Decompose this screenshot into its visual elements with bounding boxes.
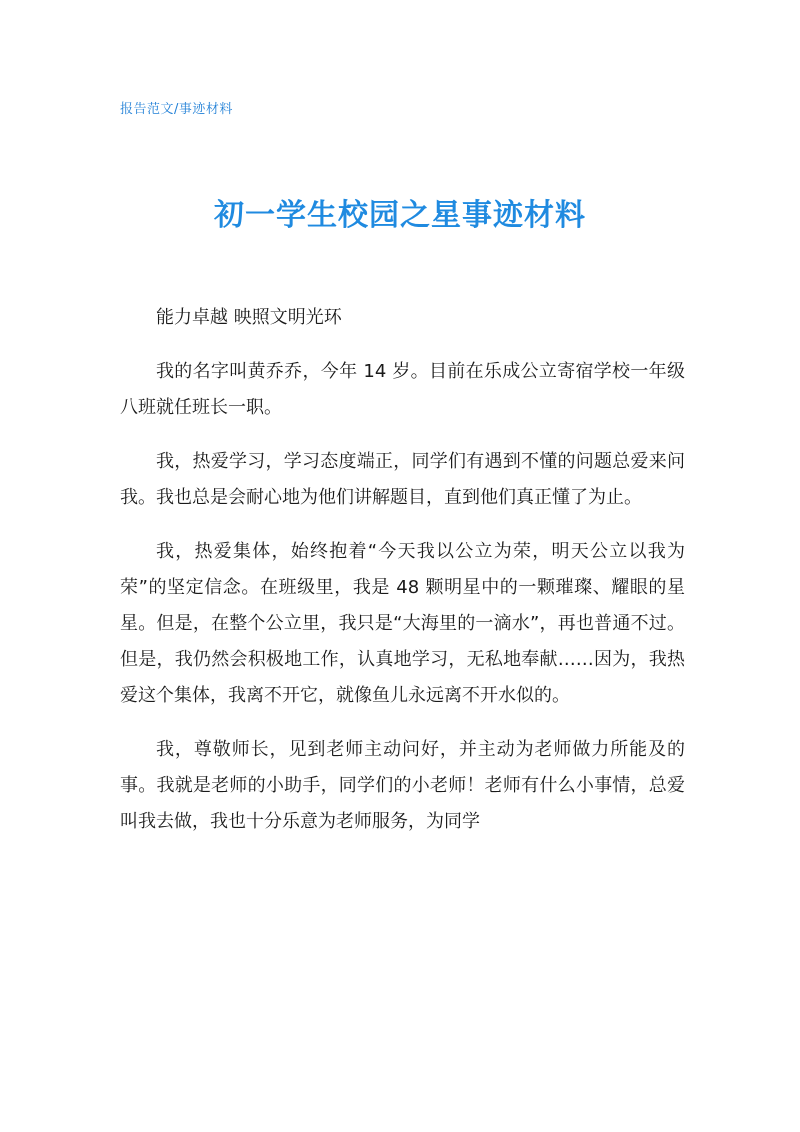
paragraph: 我，热爱学习，学习态度端正，同学们有遇到不懂的问题总爱来问我。我也总是会耐心地为他们讲解题目，直到他们真正懂了为止。	[120, 451, 685, 508]
page-title: 初一学生校园之星事迹材料	[214, 198, 586, 233]
breadcrumb[interactable]: 报告范文/事迹材料	[120, 102, 233, 117]
paragraph: 我的名字叫黄乔乔，今年 14 岁。目前在乐成公立寄宿学校一年级八班就任班长一职。	[120, 361, 685, 418]
paragraph-subtitle: 能力卓越 映照文明光环	[156, 307, 342, 328]
paragraph: 我，热爱集体，始终抱着“今天我以公立为荣，明天公立以我为荣”的坚定信念。在班级里，我是 48 颗明星中的一颗璀璨、耀眼的星星。但是，在整个公立里，我只是“大海里的一滴水”，再也普通不过。但是，我仍然会积极地工作，认真地学习，无私地奉献……因为，我热爱这个集体，我离不开它，就像鱼儿永远离不开水似的。	[120, 541, 685, 706]
document-body	[120, 300, 685, 858]
paragraph: 我，尊敬师长，见到老师主动问好，并主动为老师做力所能及的事。我就是老师的小助手，同学们的小老师！老师有什么小事情，总爱叫我去做，我也十分乐意为老师服务，为同学	[120, 739, 685, 832]
